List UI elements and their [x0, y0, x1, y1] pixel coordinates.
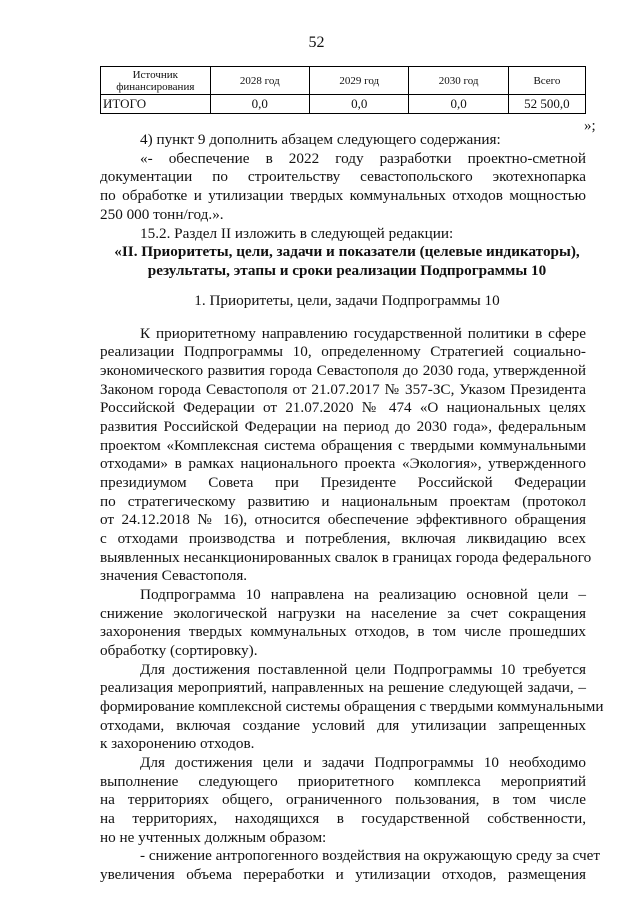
table-cell: 0,0 — [210, 95, 309, 114]
text-line: отходами, включая создание условий для утилизации запрещенных — [100, 717, 586, 734]
table-header-cell: Всего — [508, 67, 585, 95]
text-line: выявленных несанкционированных свалок в границах города федерального — [100, 549, 592, 566]
section-heading: «II. Приоритеты, цели, задачи и показатели (целевые индикаторы), — [114, 243, 580, 260]
text-line: по обработке и утилизации твердых коммунальных отходов мощностью — [100, 187, 586, 204]
text-line: с отходами производства и потребления, включая ликвидацию всех — [100, 530, 586, 547]
text-line: значения Севастополя. — [100, 567, 248, 584]
text-line: развития Российской Федерации на период до 2030 года», федеральным — [100, 418, 586, 435]
text-line: отходами» в рамках национального проекта «Экология», утвержденного — [100, 455, 586, 472]
text-line: по стратегическому развитию и национальным проектам (протокол — [100, 493, 586, 510]
text-line: документации по строительству севастопольского экотехнопарка — [100, 168, 586, 185]
table-cell: 0,0 — [310, 95, 409, 114]
table-cell: ИТОГО — [101, 95, 211, 114]
table-row — [101, 95, 586, 114]
text-line: увеличения объема переработки и утилизации отходов, размещения — [100, 866, 586, 883]
text-line: 4) пункт 9 дополнить абзацем следующего содержания: — [140, 131, 501, 148]
subsection-heading: 1. Приоритеты, цели, задачи Подпрограммы 10 — [194, 292, 500, 309]
table-header-cell: 2030 год — [409, 67, 508, 95]
text-line: Для достижения цели и задачи Подпрограммы 10 необходимо — [140, 754, 586, 771]
section-heading: результаты, этапы и сроки реализации Подпрограммы 10 — [147, 262, 547, 279]
text-line: реализации Подпрограммы 10, определенному Стратегией социально- — [100, 343, 586, 360]
text-line: «- обеспечение в 2022 году разработки проектно-сметной — [140, 150, 586, 167]
text-line: на территориях, находящихся в государственной собственности, — [100, 810, 586, 827]
page-number: 52 — [308, 34, 325, 51]
table-cell: 0,0 — [409, 95, 508, 114]
text-line: экономического развития города Севастополя до 2030 года, утвержденной — [100, 362, 586, 379]
text-line: проектом «Комплексная система обращения с твердыми коммунальными — [100, 437, 586, 454]
table-header-row — [101, 67, 586, 95]
text-line: президиумом Совета при Президенте Российской Федерации — [100, 474, 586, 491]
table-header-cell: Источник финансирования — [101, 67, 211, 95]
text-line: Законом города Севастополя от 21.07.2017 № 357-ЗС, Указом Президента — [100, 381, 586, 398]
text-line: реализация мероприятий, направленных на решение следующей задачи, – — [100, 679, 586, 696]
text-line: выполнение следующего приоритетного комплекса мероприятий — [100, 773, 586, 790]
financing-table — [100, 66, 586, 114]
text-line: Для достижения поставленной цели Подпрограммы 10 требуется — [140, 661, 586, 678]
text-line: Российской Федерации от 21.07.2020 № 474 «О национальных целях — [100, 399, 586, 416]
text-line: К приоритетному направлению государственной политики в сфере — [140, 325, 586, 342]
quote-closing: »; — [584, 118, 596, 134]
text-line: формирование комплексной системы обращения с твердыми коммунальными — [100, 698, 604, 715]
text-line: к захоронению отходов. — [100, 735, 255, 752]
text-line: Подпрограмма 10 направлена на реализацию основной цели – — [140, 586, 586, 603]
table-header-cell: 2029 год — [310, 67, 409, 95]
table-cell: 52 500,0 — [508, 95, 585, 114]
text-line: обработку (сортировку). — [100, 642, 258, 659]
text-line: 250 000 тонн/год.». — [100, 206, 224, 223]
text-line: - снижение антропогенного воздействия на окружающую среду за счет — [140, 847, 600, 864]
text-line: 15.2. Раздел II изложить в следующей редакции: — [140, 225, 454, 242]
text-line: но не учтенных должным образом: — [100, 829, 327, 846]
text-line: от 24.12.2018 № 16), относится обеспечение эффективного обращения — [100, 511, 586, 528]
table-header-cell: 2028 год — [210, 67, 309, 95]
text-line: захоронения твердых коммунальных отходов, в том числе прошедших — [100, 623, 586, 640]
text-line: на территориях общего, ограниченного пользования, в том числе — [100, 791, 586, 808]
text-line: снижение экологической нагрузки на население за счет сокращения — [100, 605, 586, 622]
